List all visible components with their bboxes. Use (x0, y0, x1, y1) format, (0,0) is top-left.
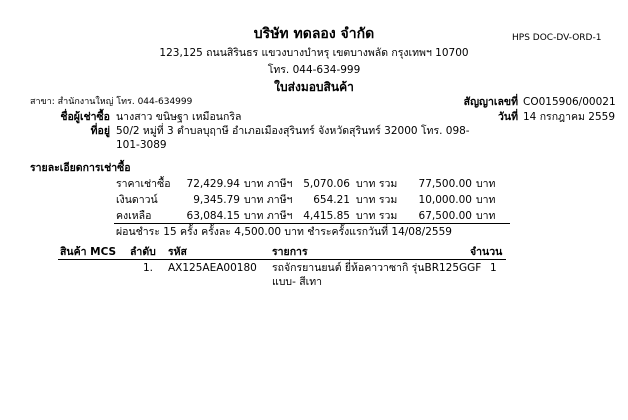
header-desc: รายการ (272, 246, 308, 258)
item-description: รถจักรยานยนต์ ยี่ห้อคาวาซากิ รุ่นBR125GGF (272, 262, 482, 274)
row-tax: 654.21 (313, 194, 350, 206)
row-tax: 4,415.85 (303, 210, 350, 222)
row-label: คงเหลือ (116, 210, 152, 222)
row-amount: 9,345.79 (193, 194, 240, 206)
buyer-name: นางสาว ขนิษฐา เหมือนกริล (116, 111, 242, 123)
address-line-1: 50/2 หมู่ที่ 3 ตำบลบุฤาษี อำเภอเมืองสุรินทร์ จังหวัดสุรินทร์ 32000 โทร. 098- (116, 125, 470, 137)
row-total: 67,500.00 (418, 210, 472, 222)
row-unit: บาท รวม (356, 194, 398, 206)
document-date: 14 กรกฎาคม 2559 (523, 111, 616, 123)
contract-label: สัญญาเลขที่ (463, 96, 518, 108)
document-title: ใบส่งมอบสินค้า (274, 80, 354, 94)
row-unit: บาท ภาษีฯ (244, 178, 293, 190)
address-line-2: 101-3089 (116, 139, 167, 151)
address-label: ที่อยู่ (90, 125, 110, 137)
row-label: ราคาเช่าซื้อ (116, 178, 171, 190)
item-description-2: แบบ- สีเทา (272, 276, 323, 288)
header-seq: ลำดับ (130, 246, 156, 258)
row-unit: บาท (476, 178, 496, 190)
purchase-heading: รายละเอียดการเช่าซื้อ (30, 162, 131, 174)
row-amount: 63,084.15 (186, 210, 240, 222)
doc-code: HPS DOC-DV-ORD-1 (512, 33, 602, 43)
row-unit: บาท รวม (356, 178, 398, 190)
row-unit: บาท รวม (356, 210, 398, 222)
items-section-label: สินค้า MCS (60, 246, 117, 258)
row-unit: บาท ภาษีฯ (244, 194, 293, 206)
company-phone: โทร. 044-634-999 (267, 64, 361, 76)
row-amount: 72,429.94 (186, 178, 240, 190)
row-total: 77,500.00 (418, 178, 472, 190)
installment-info: ผ่อนชำระ 15 ครั้ง ครั้งละ 4,500.00 บาท ชำระครั้งแรกวันที่ 14/08/2559 (116, 226, 452, 238)
item-code: AX125AEA00180 (168, 262, 257, 274)
buyer-label: ชื่อผู้เช่าซื้อ (60, 111, 110, 123)
row-unit: บาท (476, 210, 496, 222)
row-label: เงินดาวน์ (116, 194, 158, 206)
company-address: 123,125 ถนนสิรินธร แขวงบางบำหรุ เขตบางพลัด กรุงเทพฯ 10700 (159, 47, 469, 59)
header-qty: จำนวน (470, 246, 503, 258)
installment-rule (114, 223, 510, 224)
row-unit: บาท ภาษีฯ (244, 210, 293, 222)
company-name: บริษัท ทดลอง จำกัด (253, 26, 375, 42)
row-tax: 5,070.06 (303, 178, 350, 190)
row-total: 10,000.00 (418, 194, 472, 206)
date-label: วันที่ (498, 111, 518, 123)
item-qty: 1 (490, 262, 497, 274)
items-header-rule (58, 259, 506, 260)
row-unit: บาท (476, 194, 496, 206)
branch-info: สาขา: สำนักงานใหญ่ โทร. 044-634999 (30, 97, 193, 107)
contract-number: CO015906/00021 (523, 96, 616, 108)
header-code: รหัส (168, 246, 187, 258)
item-seq: 1. (143, 262, 154, 274)
